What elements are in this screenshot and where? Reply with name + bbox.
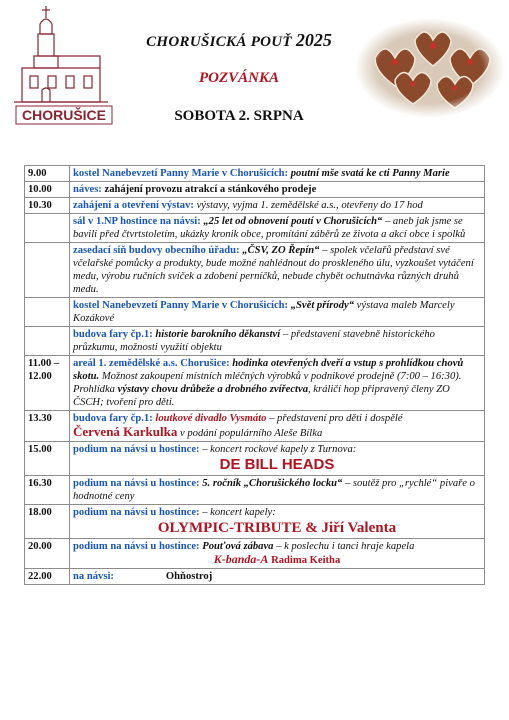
- row-time: [25, 214, 70, 243]
- venue-label: kostel Nanebevzetí Panny Marie v Chorušicích:: [73, 168, 289, 179]
- show-title: Červená Karkulka: [73, 424, 178, 439]
- row-time: 20.00: [25, 539, 70, 569]
- row-description: podium na návsi u hostince: – koncert kapely: OLYMPIC-TRIBUTE & Jiří Valenta: [70, 505, 485, 539]
- venue-label: zasedací síň budovy obecního úřadu:: [73, 245, 240, 256]
- chorusice-logo: [8, 2, 118, 130]
- row-description: sál v 1.NP hostince na návsi: „25 let od obnovení poutí v Chorušicích“ – aneb jak jsme se bavili před čtvrtstoletím, ukázky kronik obce, promítání záběrů ze života a akcí obce i spolků: [70, 214, 485, 243]
- program-table: [24, 165, 485, 585]
- band-name: DE BILL HEADS: [219, 456, 335, 473]
- page-title: [125, 30, 353, 51]
- row-time: 16.30: [25, 476, 70, 505]
- venue-label: podium na návsi u hostince:: [73, 507, 200, 518]
- row-time: 15.00: [25, 442, 70, 476]
- row-description: budova fary čp.1: historie barokního děkanství – představení stavebně historického průzkumu, možnosti využití objektu: [70, 327, 485, 356]
- row-time: 18.00: [25, 505, 70, 539]
- venue-label: na návsi:: [73, 571, 114, 582]
- table-row: [25, 356, 485, 411]
- row-time: [25, 298, 70, 327]
- table-row: [25, 298, 485, 327]
- band-name: OLYMPIC-TRIBUTE & Jiří Valenta: [157, 520, 397, 536]
- row-description: kostel Nanebevzetí Panny Marie v Chorušicích: „Svět přírody“ výstava maleb Marcely Kozákové: [70, 298, 485, 327]
- row-description: zahájení a otevření výstav: výstavy, vyjma 1. zemědělské a.s., otevřeny do 17 hod: [70, 198, 485, 214]
- invitation-heading: POZVÁNKA: [198, 70, 279, 86]
- row-description: podium na návsi u hostince: 5. ročník „Chorušického locku“ – soutěž pro „rychlé“ pivaře o hodnotné ceny: [70, 476, 485, 505]
- fireworks-label: Ohňostroj: [165, 571, 213, 582]
- table-row: [25, 166, 485, 182]
- venue-label: kostel Nanebevzetí Panny Marie v Chorušicích:: [73, 300, 289, 311]
- gingerbread-hearts-photo: [355, 18, 505, 118]
- row-time: 10.00: [25, 182, 70, 198]
- table-row: [25, 327, 485, 356]
- venue-label: podium na návsi u hostince:: [73, 541, 200, 552]
- table-row: [25, 505, 485, 539]
- table-row: [25, 214, 485, 243]
- table-row: [25, 442, 485, 476]
- venue-label: budova fary čp.1:: [73, 329, 153, 340]
- logo-text: CHORUŠICE: [21, 107, 107, 123]
- row-description: kostel Nanebevzetí Panny Marie v Chorušicích: poutní mše svatá ke cti Panny Marie: [70, 166, 485, 182]
- venue-label: náves:: [73, 184, 102, 195]
- title-year: 2025: [295, 30, 332, 50]
- venue-label: podium na návsi u hostince:: [73, 444, 200, 455]
- row-description: zasedací síň budovy obecního úřadu: „ČSV, ZO Řepín“ – spolek včelařů představí své včelařské pomůcky a produkty, bude možné nahlédnout do proskleného úlu, vyzkoušet vytáčení medu, výrobu ručních svíček a zdobení perníčků, nebude chybět ochutnávka různých druhů medu.: [70, 243, 485, 298]
- table-row: [25, 539, 485, 569]
- venue-label: zahájení a otevření výstav:: [73, 200, 194, 211]
- venue-label: budova fary čp.1:: [73, 413, 153, 424]
- table-row: [25, 411, 485, 442]
- table-row: [25, 476, 485, 505]
- table-row: [25, 182, 485, 198]
- venue-label: podium na návsi u hostince:: [73, 478, 200, 489]
- row-description: budova fary čp.1: loutkové divadlo Vysmáto – představení pro děti i dospělé Červená Karkulka v podání populárního Aleše Bílka: [70, 411, 485, 442]
- row-description: podium na návsi u hostince: Pouťová zábava – k poslechu i tanci hraje kapela K-banda-A Radima Keitha: [70, 539, 485, 569]
- row-time: 9.00: [25, 166, 70, 182]
- row-time: 22.00: [25, 569, 70, 585]
- table-row: [25, 243, 485, 298]
- row-description: podium na návsi u hostince: – koncert rockové kapely z Turnova: DE BILL HEADS: [70, 442, 485, 476]
- row-time: 10.30: [25, 198, 70, 214]
- row-description: [70, 569, 485, 585]
- table-row: [25, 198, 485, 214]
- event-date: SOBOTA 2. SRPNA: [174, 108, 304, 124]
- venue-label: sál v 1.NP hostince na návsi:: [73, 216, 201, 227]
- row-time: 11.00 – 12.00: [25, 356, 70, 411]
- title-main: CHORUŠICKÁ POUŤ: [146, 34, 292, 50]
- table-row: [25, 569, 485, 585]
- band-name: K-banda-A: [213, 552, 269, 566]
- venue-label: areál 1. zemědělské a.s. Chorušice:: [73, 358, 230, 369]
- row-time: [25, 243, 70, 298]
- row-time: 13.30: [25, 411, 70, 442]
- row-description: areál 1. zemědělské a.s. Chorušice: hodinka otevřených dveří a vstup s prohlídkou chovů skotu. Možnost zakoupení místních mléčných výrobků v podnikové prodejně (7:00 – 16:30). Prohlídka výstavy chovu drůbeže a drobného zvířectva, králičí hop připravený členy ZO ČSCH; tvoření pro děti.: [70, 356, 485, 411]
- row-time: [25, 327, 70, 356]
- row-description: náves: zahájení provozu atrakcí a stánkového prodeje: [70, 182, 485, 198]
